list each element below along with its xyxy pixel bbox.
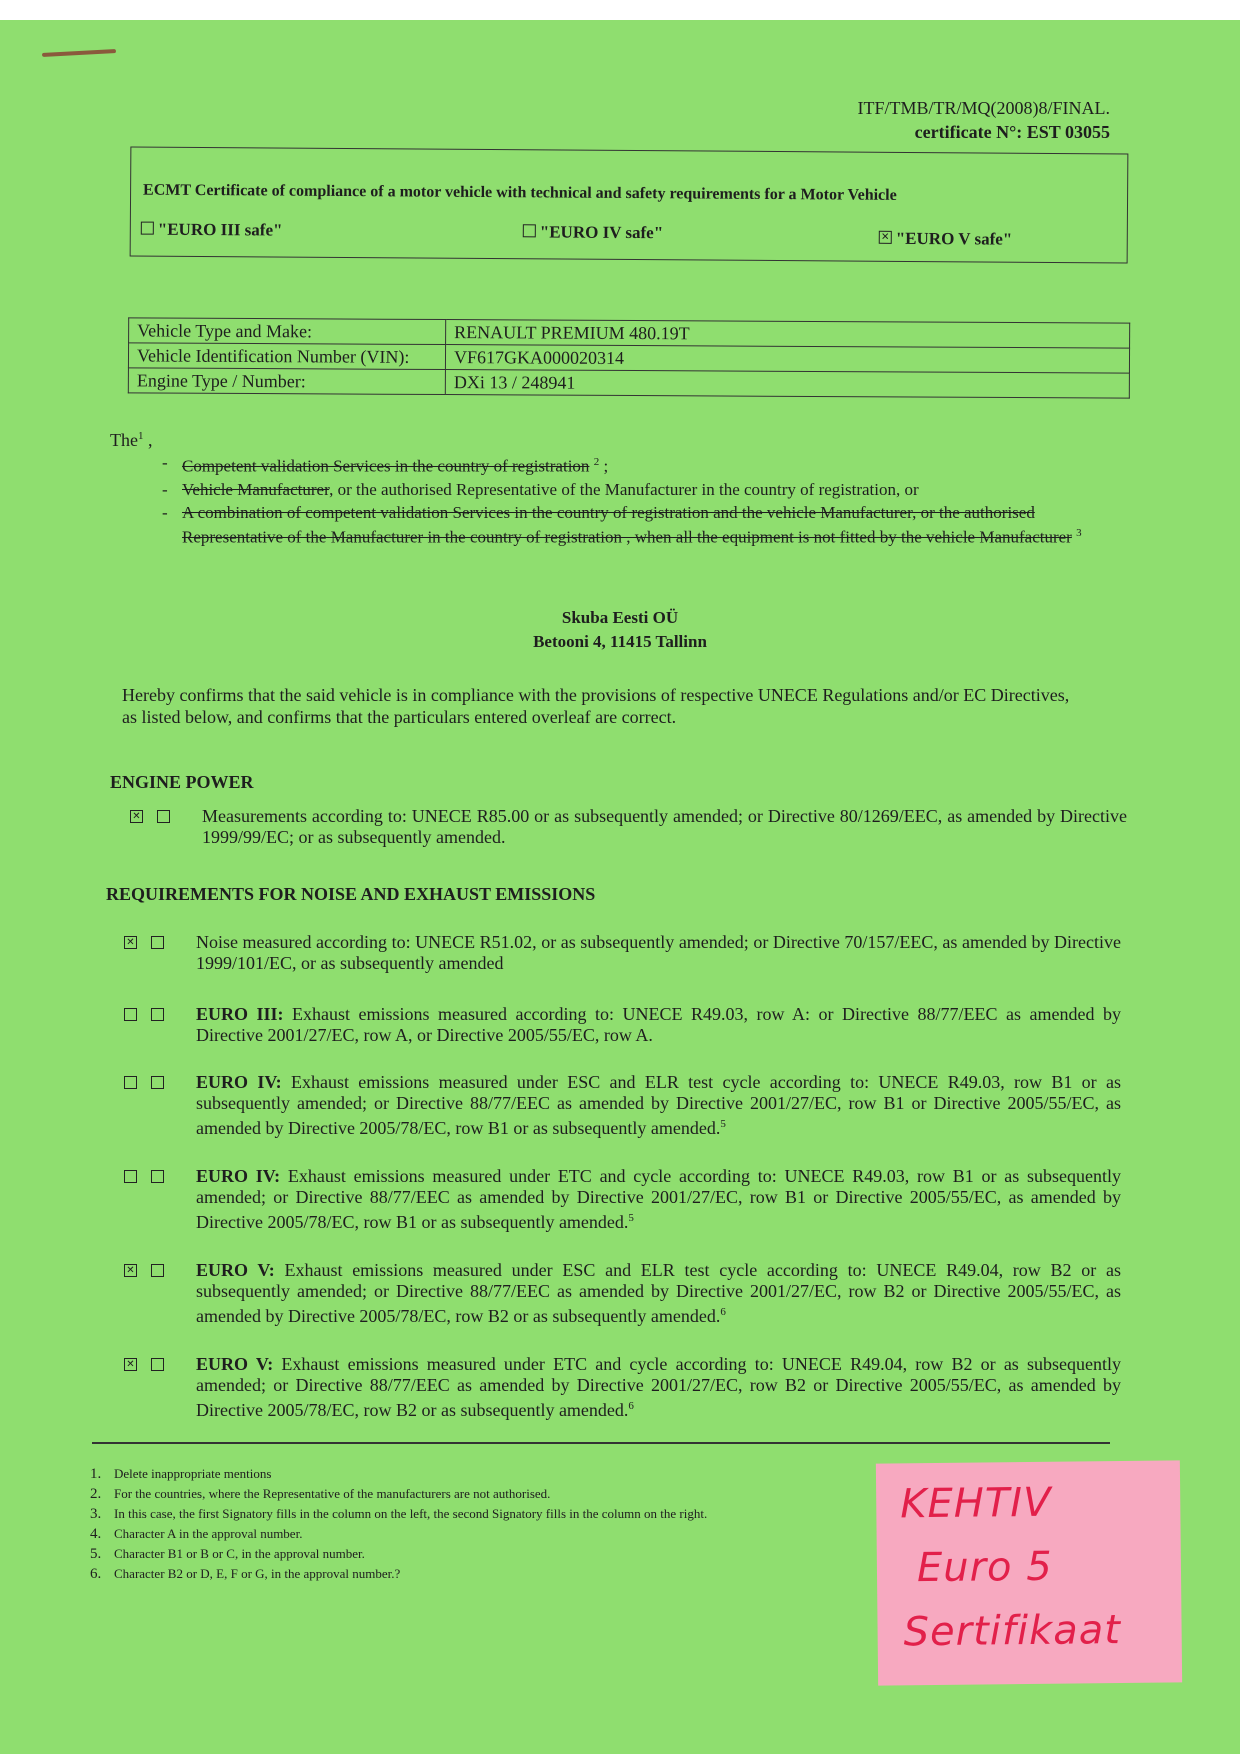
- checkbox[interactable]: [124, 1076, 137, 1089]
- company-name: Skuba Eesti OÜ: [561, 608, 679, 627]
- sticky-note-line: Euro 5: [916, 1543, 1053, 1592]
- requirement-label: EURO V:: [196, 1354, 274, 1374]
- footnote-number: 2.: [90, 1486, 102, 1502]
- sticky-note-line: KEHTIV: [900, 1479, 1052, 1528]
- requirement-item: [196, 932, 1121, 974]
- requirement-label: EURO IV:: [196, 1072, 282, 1092]
- checkbox[interactable]: [124, 936, 137, 949]
- checkbox[interactable]: [124, 1264, 137, 1277]
- issuer-intro-text: The: [110, 430, 138, 450]
- list-item: [90, 1484, 707, 1504]
- checkbox[interactable]: [151, 1358, 164, 1371]
- engine-label: Engine Type / Number:: [128, 368, 445, 395]
- requirement-text: Exhaust emissions measured under ETC and cycle according to: UNECE R49.04, row B2 or as subsequently amended; or Directive 88/77/EEC as amended by Directive 2001/27/EC, row B2 or Directive 2005/55/EC, as amended by Directive 2005/78/EC, row B2 or as subsequently amended.: [196, 1354, 1121, 1420]
- requirement-checkboxes: [124, 1170, 178, 1187]
- footnote-ref: 5: [720, 1118, 726, 1130]
- checkbox[interactable]: [151, 1076, 164, 1089]
- requirement-text: Exhaust emissions measured according to: UNECE R49.03, row A: or Directive 88/77/EEC as amended by Directive 2001/27/EC, row A, or Directive 2005/55/EC, row A.: [196, 1004, 1121, 1045]
- footnote-ref: 6: [628, 1400, 634, 1412]
- vehicle-type-label: Vehicle Type and Make:: [129, 318, 446, 345]
- requirement-item: [196, 1354, 1121, 1421]
- issuer-options: [162, 452, 1082, 549]
- footnote-text: In this case, the first Signatory fills in the column on the left, the second Signatory fills in the column on the right.: [114, 1506, 708, 1521]
- requirement-text: Exhaust emissions measured under ETC and cycle according to: UNECE R49.03, row B1 or as subsequently amended; or Directive 88/77/EEC as amended by Directive 2001/27/EC, row B1 or Directive 2005/55/EC, as amended by Directive 2005/78/EC, row B1 or as subsequently amended.: [196, 1166, 1121, 1232]
- sticky-note: [876, 1460, 1182, 1685]
- certificate-title-box: [130, 147, 1129, 264]
- list-item: [90, 1544, 707, 1564]
- vehicle-type-value: RENAULT PREMIUM 480.19T: [446, 320, 1130, 349]
- requirement-checkboxes: [124, 936, 178, 953]
- requirement-checkboxes: [124, 1076, 178, 1093]
- footnote-text: Delete inappropriate mentions: [114, 1466, 272, 1481]
- footnote-number: 4.: [90, 1526, 102, 1542]
- footnote-text: Character B1 or B or C, in the approval number.: [114, 1546, 365, 1561]
- footnote-text: Character B2 or D, E, F or G, in the approval number.?: [114, 1566, 401, 1581]
- company-block: [0, 606, 1240, 654]
- engine-value: DXi 13 / 248941: [445, 370, 1129, 399]
- vin-label: Vehicle Identification Number (VIN):: [128, 343, 445, 370]
- requirement-item: [196, 1166, 1121, 1233]
- table-row: [128, 368, 1129, 398]
- list-item: - A combination of competent validation Services in the country of registration and the vehicle Manufacturer, or the authorised Representative of the Manufacturer in the country of registration , when all the equipment is not fitted by the vehicle Manufacturer $^3$: [162, 502, 1082, 547]
- list-item: [90, 1564, 707, 1584]
- engine-power-text: Measurements according to: UNECE R85.00 or as subsequently amended; or Directive 80/1269/EEC, as amended by Directive 1999/99/EC; or as subsequently amended.: [202, 806, 1127, 847]
- requirement-label: EURO IV:: [196, 1166, 281, 1186]
- footnote-number: 1.: [90, 1466, 102, 1482]
- list-item: - Competent validation Services in the country of registration $^2$ ;: [162, 453, 609, 476]
- sticky-note-line: Sertifikaat: [903, 1607, 1122, 1656]
- engine-power-heading: ENGINE POWER: [110, 772, 254, 792]
- checkbox[interactable]: [151, 1170, 164, 1183]
- euro-v-checkbox[interactable]: [879, 231, 892, 244]
- validation-services-text: Competent validation Services in the country of registration: [182, 456, 590, 476]
- certificate-number: certificate N°: EST 03055: [914, 122, 1110, 142]
- checkbox[interactable]: [124, 1170, 137, 1183]
- requirement-text: Noise measured according to: UNECE R51.02, or as subsequently amended; or Directive 70/157/EEC, as amended by Directive 1999/101/EC, or as subsequently amended: [196, 932, 1121, 973]
- euro-iii-label: "EURO III safe": [157, 219, 283, 240]
- engine-power-checkboxes: [130, 810, 184, 827]
- euro-v-option: [879, 229, 1013, 250]
- requirement-text: Exhaust emissions measured under ESC and ELR test cycle according to: UNECE R49.03, row B1 or as subsequently amended; or Directive 88/77/EEC as amended by Directive 2001/27/EC, row B1 or Directive 2005/55/EC, as amended by Directive 2005/78/EC, row B1 or as subsequently amended.: [196, 1072, 1121, 1138]
- requirement-text: Exhaust emissions measured under ESC and ELR test cycle according to: UNECE R49.04, row B2 or as subsequently amended; or Directive 88/77/EEC as amended by Directive 2001/27/EC, row B2 or Directive 2005/55/EC, as amended by Directive 2005/78/EC, row B2 or as subsequently amended.: [196, 1260, 1121, 1326]
- requirement-checkboxes: [124, 1008, 178, 1025]
- footnote-number: 3.: [90, 1506, 102, 1522]
- footnote-number: 5.: [90, 1546, 102, 1562]
- requirements-heading: REQUIREMENTS FOR NOISE AND EXHAUST EMISSIONS: [106, 884, 596, 904]
- list-item: - Vehicle Manufacturer, or the authorised Representative of the Manufacturer in the country of registration, or: [162, 479, 919, 499]
- checkbox[interactable]: [130, 810, 143, 823]
- checkbox[interactable]: [124, 1008, 137, 1021]
- list-item: [90, 1524, 707, 1544]
- issuer-intro: The$^1$ ,: [110, 430, 153, 450]
- checkbox[interactable]: [124, 1358, 137, 1371]
- requirement-item: [196, 1072, 1121, 1139]
- footnotes: [90, 1464, 707, 1584]
- footnote-ref: 2: [593, 456, 600, 468]
- footnote-text: For the countries, where the Representative of the manufacturers are not authorised.: [114, 1486, 551, 1501]
- requirement-checkboxes: [124, 1358, 178, 1375]
- company-address: Betooni 4, 11415 Tallinn: [533, 632, 707, 651]
- reference-code: ITF/TMB/TR/MQ(2008)8/FINAL.: [857, 98, 1110, 118]
- requirement-item: [196, 1260, 1121, 1327]
- list-item: [90, 1464, 707, 1484]
- list-item: [90, 1504, 707, 1524]
- document-reference: [857, 96, 1110, 144]
- requirement-checkboxes: [124, 1264, 178, 1281]
- euro-iii-checkbox[interactable]: [141, 222, 154, 235]
- requirement-label: EURO V:: [196, 1260, 275, 1280]
- footnote-text: Character A in the approval number.: [114, 1526, 303, 1541]
- vin-value: VF617GKA000020314: [445, 345, 1129, 374]
- pen-mark: [42, 49, 116, 57]
- manufacturer-text: Vehicle Manufacturer: [182, 479, 330, 499]
- euro-iii-option: [141, 220, 283, 241]
- euro-iv-label: "EURO IV safe": [539, 222, 664, 243]
- combination-text: A combination of competent validation Services in the country of registration and the vehicle Manufacturer, or the authorised Representative of the Manufacturer in the country of registration , when all the equipment is not fitted by the vehicle Manufacturer: [182, 502, 1072, 547]
- euro-v-label: "EURO V safe": [895, 228, 1013, 249]
- confirmation-text: Hereby confirms that the said vehicle is in compliance with the provisions of respective UNECE Regulations and/or EC Directives, as listed below, and confirms that the particulars entered overleaf are correct.: [122, 685, 1070, 727]
- footnote-ref: 1: [137, 430, 144, 442]
- document-page: [0, 20, 1240, 1754]
- representative-text: , or the authorised Representative of the Manufacturer in the country of registration, or: [329, 479, 919, 499]
- requirement-item: [196, 1004, 1121, 1046]
- checkbox[interactable]: [157, 810, 170, 823]
- footnote-ref: 6: [720, 1306, 726, 1318]
- footnote-ref: 3: [1076, 526, 1082, 539]
- checkbox[interactable]: [151, 936, 164, 949]
- checkbox[interactable]: [151, 1264, 164, 1277]
- footnote-divider: [92, 1442, 1110, 1444]
- requirement-label: EURO III:: [196, 1004, 284, 1024]
- vehicle-table: [128, 317, 1130, 398]
- certificate-title: ECMT Certificate of compliance of a motor vehicle with technical and safety requirements for a Motor Vehicle: [143, 181, 897, 204]
- euro-iv-checkbox[interactable]: [523, 224, 536, 237]
- euro-iv-option: [523, 222, 664, 243]
- footnote-number: 6.: [90, 1566, 102, 1582]
- footnote-ref: 5: [628, 1212, 634, 1224]
- checkbox[interactable]: [151, 1008, 164, 1021]
